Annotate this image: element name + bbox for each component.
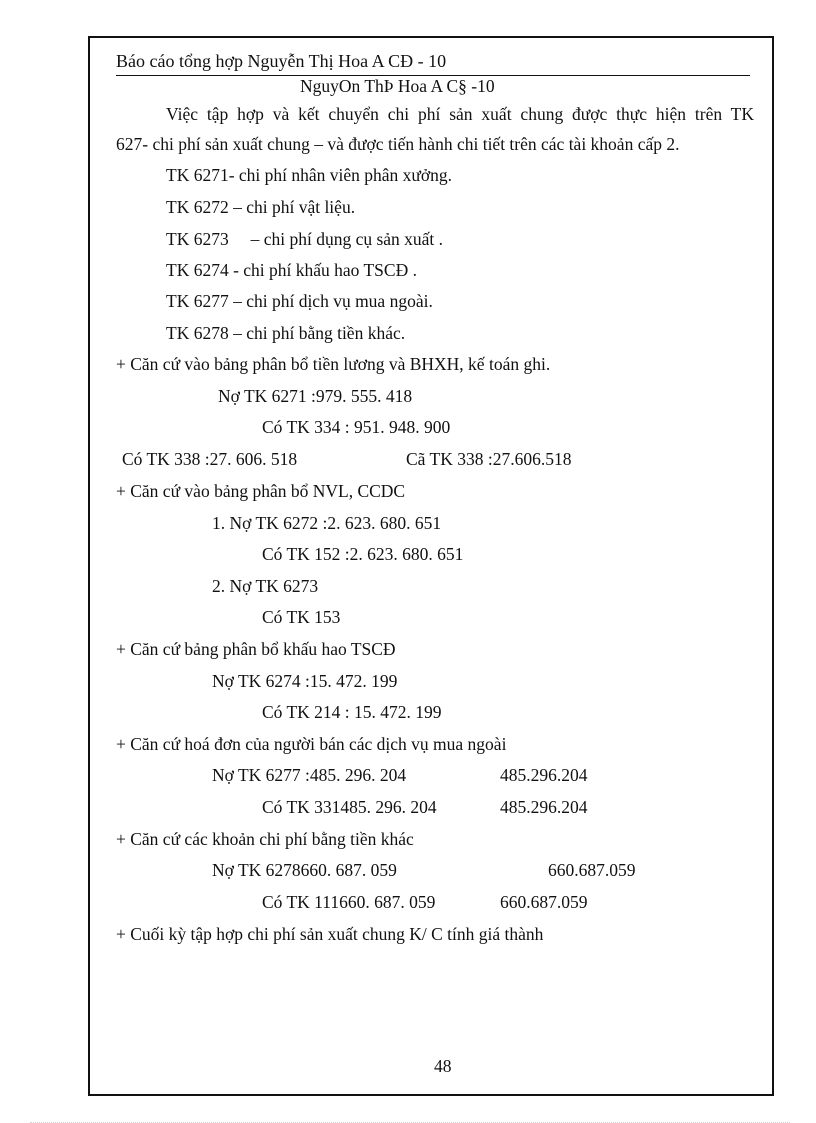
closing-line: + Cuối kỳ tập hợp chi phí sản xuất chung K/ C tính giá thành bbox=[116, 924, 544, 944]
materials-debit-6272: 1. Nợ TK 6272 :2. 623. 680. 651 bbox=[212, 513, 442, 533]
materials-debit-6273: 2. Nợ TK 6273 bbox=[212, 576, 319, 596]
account-6273: TK 6273 – chi phí dụng cụ sản xuất . bbox=[166, 229, 444, 249]
salary-credit-334: Có TK 334 : 951. 948. 900 bbox=[262, 417, 451, 437]
materials-credit-153: Có TK 153 bbox=[262, 607, 341, 627]
header-subtitle: NguyOn ThÞ Hoa A C§ -10 bbox=[300, 76, 495, 96]
intro-line-2: 627- chi phí sản xuất chung – và được tiến hành chi tiết trên các tài khoản cấp 2. bbox=[116, 134, 680, 154]
account-6274: TK 6274 - chi phí khấu hao TSCĐ . bbox=[166, 260, 417, 280]
other-debit: Nợ TK 6278660. 687. 059 bbox=[212, 860, 397, 880]
services-credit: Có TK 331485. 296. 204 bbox=[262, 797, 437, 817]
services-debit: Nợ TK 6277 :485. 296. 204 bbox=[212, 765, 407, 785]
account-6278: TK 6278 – chi phí bằng tiền khác. bbox=[166, 323, 406, 343]
other-credit-amount: 660.687.059 bbox=[500, 892, 588, 912]
services-debit-amount: 485.296.204 bbox=[500, 765, 588, 785]
account-6272: TK 6272 – chi phí vật liệu. bbox=[166, 197, 356, 217]
depreciation-credit: Có TK 214 : 15. 472. 199 bbox=[262, 702, 442, 722]
other-heading: + Căn cứ các khoản chi phí bằng tiền khác bbox=[116, 829, 414, 849]
salary-debit: Nợ TK 6271 :979. 555. 418 bbox=[218, 386, 413, 406]
page-number: 48 bbox=[434, 1056, 452, 1076]
materials-credit-152: Có TK 152 :2. 623. 680. 651 bbox=[262, 544, 464, 564]
salary-credit-338: Có TK 338 :27. 606. 518 bbox=[122, 449, 298, 469]
salary-heading: + Căn cứ vào bảng phân bổ tiền lương và BHXH, kế toán ghi. bbox=[116, 354, 551, 374]
other-credit: Có TK 111660. 687. 059 bbox=[262, 892, 436, 912]
depreciation-heading: + Căn cứ bảng phân bổ khấu hao TSCĐ bbox=[116, 639, 396, 659]
services-heading: + Căn cứ hoá đơn của người bán các dịch vụ mua ngoài bbox=[116, 734, 507, 754]
salary-credit-338-alt: Cã TK 338 :27.606.518 bbox=[406, 449, 572, 469]
account-6277: TK 6277 – chi phí dịch vụ mua ngoài. bbox=[166, 291, 433, 311]
other-debit-amount: 660.687.059 bbox=[548, 860, 636, 880]
depreciation-debit: Nợ TK 6274 :15. 472. 199 bbox=[212, 671, 398, 691]
materials-heading: + Căn cứ vào bảng phân bổ NVL, CCDC bbox=[116, 481, 406, 501]
services-credit-amount: 485.296.204 bbox=[500, 797, 588, 817]
account-6271: TK 6271- chi phí nhân viên phân xưởng. bbox=[166, 165, 453, 185]
intro-line-1: Việc tập hợp và kết chuyển chi phí sản xuất chung được thực hiện trên TK bbox=[166, 104, 754, 124]
header-title: Báo cáo tổng hợp Nguyễn Thị Hoa A CĐ - 10 bbox=[116, 51, 447, 71]
